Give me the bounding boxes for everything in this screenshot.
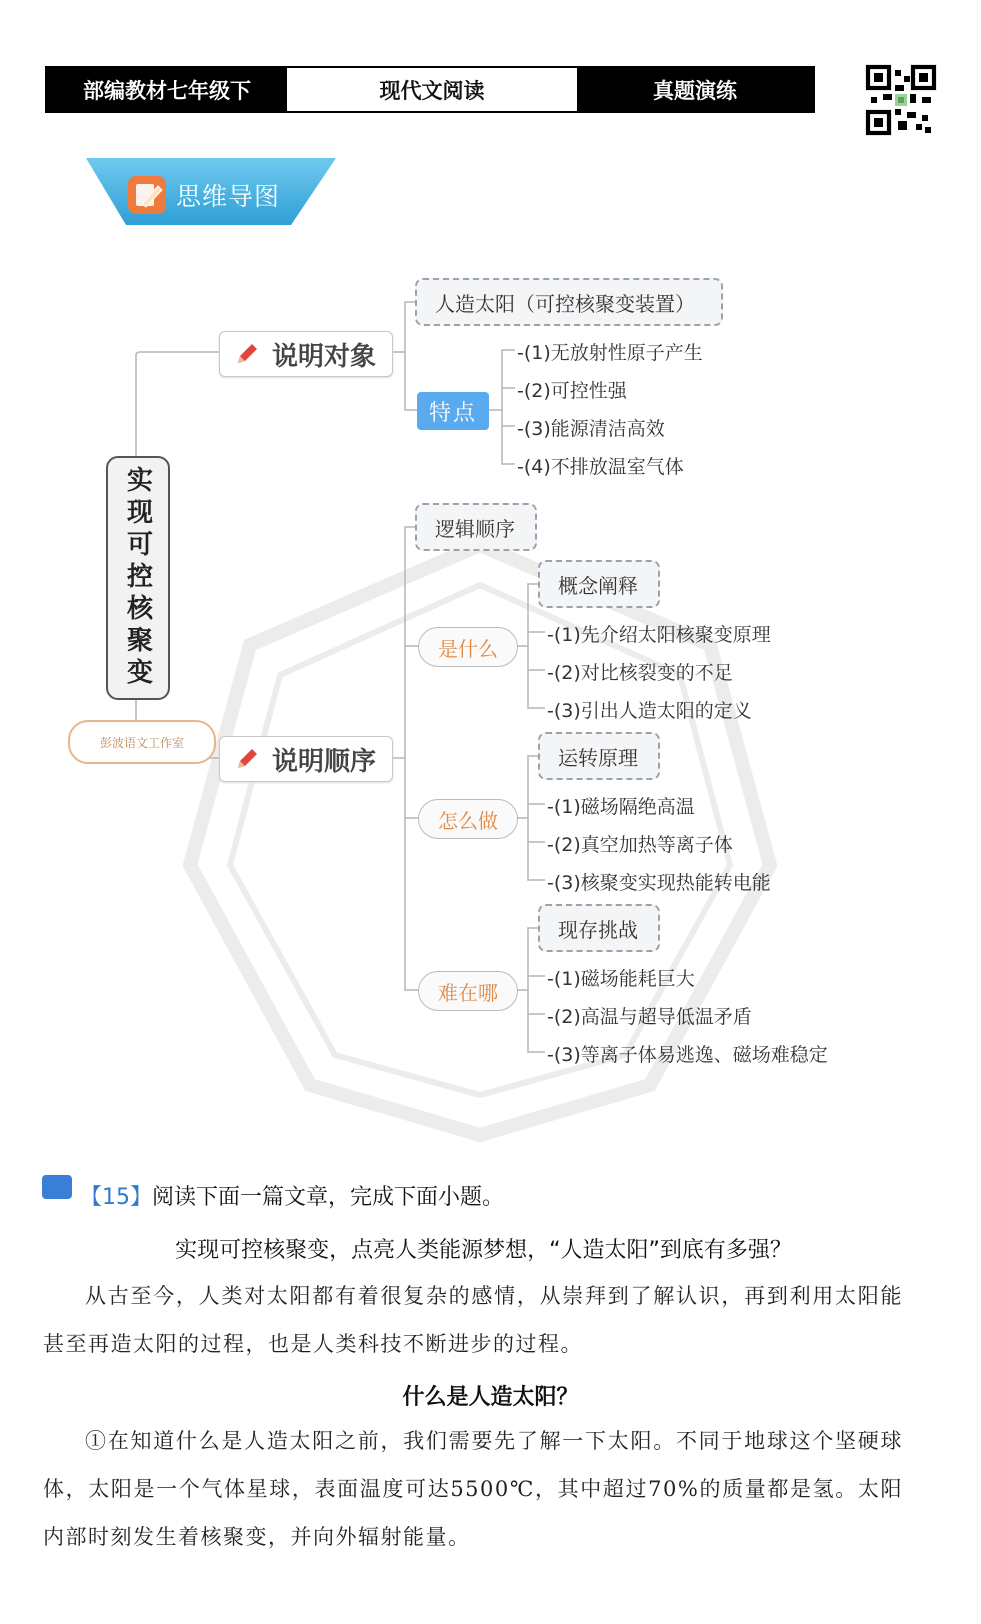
pencil-icon — [234, 746, 260, 772]
header-grade: 部编教材七年级下 — [47, 68, 287, 111]
branch-label: 说明顺序 — [272, 746, 377, 777]
header-section: 真题演练 — [577, 68, 813, 111]
header-topic: 现代文阅读 — [287, 68, 577, 111]
group-item: -(3)核聚变实现热能转电能 — [547, 872, 771, 894]
group-item: -(1)磁场能耗巨大 — [547, 968, 695, 990]
question-number: 【15】 — [80, 1185, 152, 1210]
group-head-challenges: 现存挑战 — [538, 904, 660, 952]
article-intro: 从古至今，人类对太阳都有着很复杂的感情，从崇拜到了解认识，再到利用太阳能甚至再造太阳的过程，也是人类科技不断进步的过程。 — [43, 1284, 903, 1356]
banner-title: 思维导图 — [176, 182, 281, 211]
pencil-icon — [234, 341, 260, 367]
section-title: 什么是人造太阳？ — [402, 1385, 579, 1410]
question-text: 阅读下面一篇文章，完成下面小题。 — [152, 1185, 505, 1210]
group-tag-difficulty: 难在哪 — [418, 971, 518, 1011]
mindmap-root-node: 实现可控核聚变 — [106, 456, 170, 700]
studio-stamp: 彭波语文工作室 — [68, 720, 216, 764]
article-paragraph-1: ①在知道什么是人造太阳之前，我们需要先了解一下太阳。不同于地球这个坚硬球体，太阳是一个气体星球，表面温度可达5500℃，其中超过70%的质量都是氢。太阳内部时刻发生着核聚变，并向外辐射能量。 — [43, 1429, 903, 1549]
group-item: -(1)先介绍太阳核聚变原理 — [547, 624, 771, 646]
article-title: 实现可控核聚变，点亮人类能源梦想，“人造太阳”到底有多强？ — [175, 1238, 792, 1263]
group-item: -(2)高温与超导低温矛盾 — [547, 1006, 752, 1028]
group-item: -(2)对比核裂变的不足 — [547, 662, 733, 684]
group-tag-what: 是什么 — [418, 627, 518, 667]
group-item: -(1)磁场隔绝高温 — [547, 796, 695, 818]
group-item: -(3)等离子体易逃逸、磁场难稳定 — [547, 1044, 828, 1066]
feature-item: -(1)无放射性原子产生 — [517, 342, 703, 364]
bookmark-icon — [42, 1175, 72, 1199]
group-head-principle: 运转原理 — [538, 732, 660, 780]
branch-label: 说明对象 — [272, 341, 377, 372]
question-prompt — [80, 1180, 504, 1211]
group-item: -(2)真空加热等离子体 — [547, 834, 733, 856]
feature-item: -(4)不排放温室气体 — [517, 456, 684, 478]
feature-tag: 特点 — [417, 392, 489, 430]
group-item: -(3)引出人造太阳的定义 — [547, 700, 752, 722]
object-node: 人造太阳（可控核聚变装置） — [415, 278, 723, 326]
order-node: 逻辑顺序 — [415, 503, 537, 551]
group-head-concept: 概念阐释 — [538, 560, 660, 608]
branch-explain-object — [219, 331, 393, 377]
feature-item: -(2)可控性强 — [517, 380, 627, 402]
group-tag-how: 怎么做 — [418, 799, 518, 839]
feature-item: -(3)能源清洁高效 — [517, 418, 665, 440]
branch-explain-order — [219, 736, 393, 782]
